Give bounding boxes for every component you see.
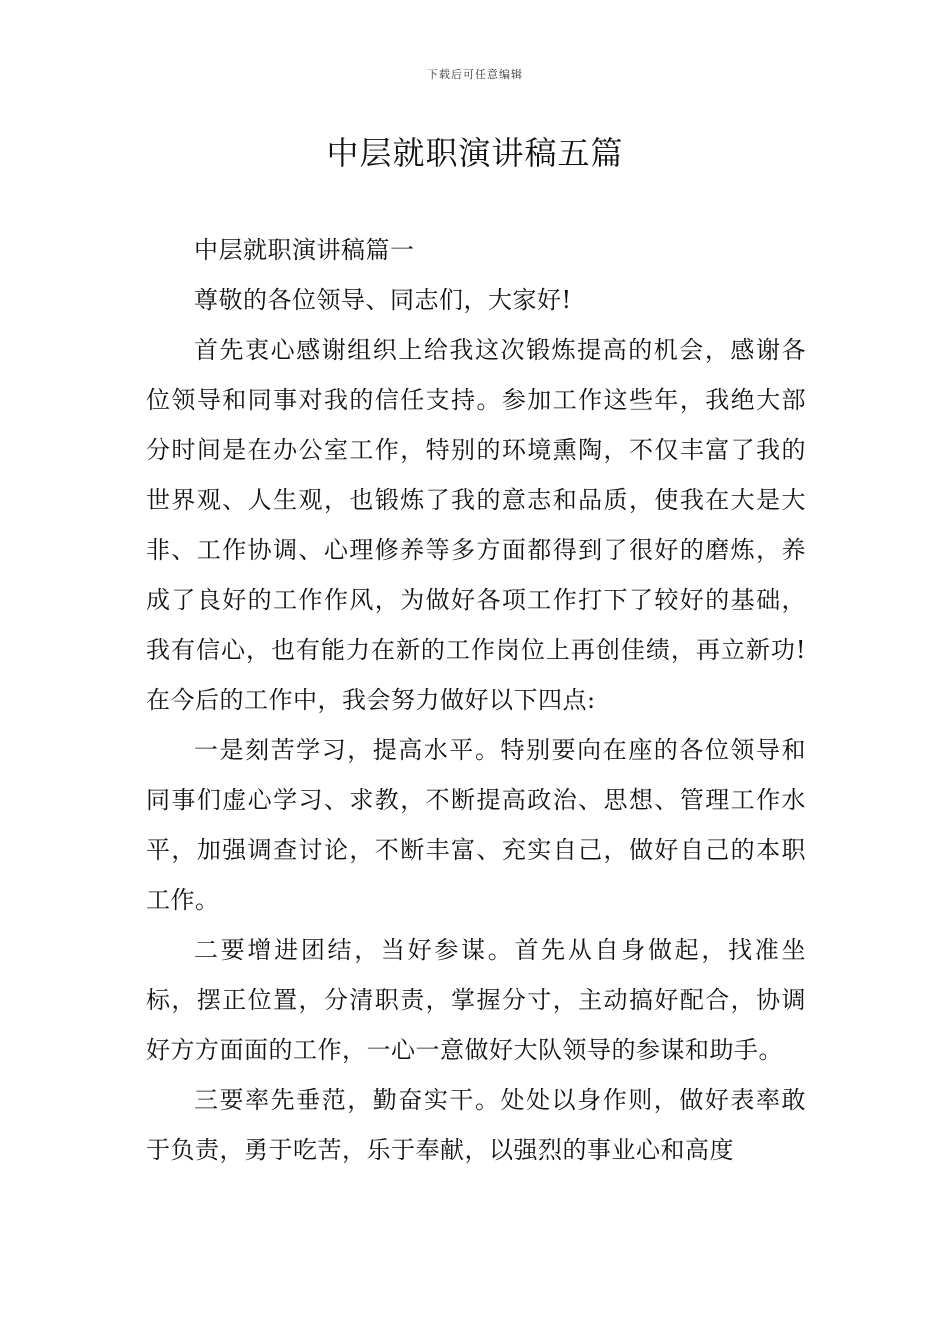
body-paragraph: 三要率先垂范，勤奋实干。处处以身作则，做好表率敢于负责，勇于吃苦，乐于奉献，以强烈的事业心和高度 xyxy=(146,1086,806,1164)
document-body xyxy=(146,225,806,1175)
document-title: 中层就职演讲稿五篇 xyxy=(326,134,624,172)
body-paragraph: 首先衷心感谢组织上给我这次锻炼提高的机会，感谢各位领导和同事对我的信任支持。参加工作这些年，我绝大部分时间是在办公室工作，特别的环境熏陶，不仅丰富了我的世界观、人生观，也锻炼了我的意志和品质，使我在大是大非、工作协调、心理修养等多方面都得到了很好的磨炼，养成了良好的工作作风，为做好各项工作打下了较好的基础，我有信心，也有能力在新的工作岗位上再创佳绩，再立新功!在今后的工作中，我会努力做好以下四点: xyxy=(146,336,806,714)
body-paragraph: 一是刻苦学习，提高水平。特别要向在座的各位领导和同事们虚心学习、求教，不断提高政治、思想、管理工作水平，加强调查讨论，不断丰富、充实自己，做好自己的本职工作。 xyxy=(146,736,806,914)
body-paragraph: 二要增进团结，当好参谋。首先从自身做起，找准坐标，摆正位置，分清职责，掌握分寸，主动搞好配合，协调好方方面面的工作，一心一意做好大队领导的参谋和助手。 xyxy=(146,936,806,1064)
greeting-paragraph: 尊敬的各位领导、同志们，大家好! xyxy=(194,286,572,314)
header-note: 下载后可任意编辑 xyxy=(427,68,523,81)
section-heading: 中层就职演讲稿篇一 xyxy=(194,236,415,264)
